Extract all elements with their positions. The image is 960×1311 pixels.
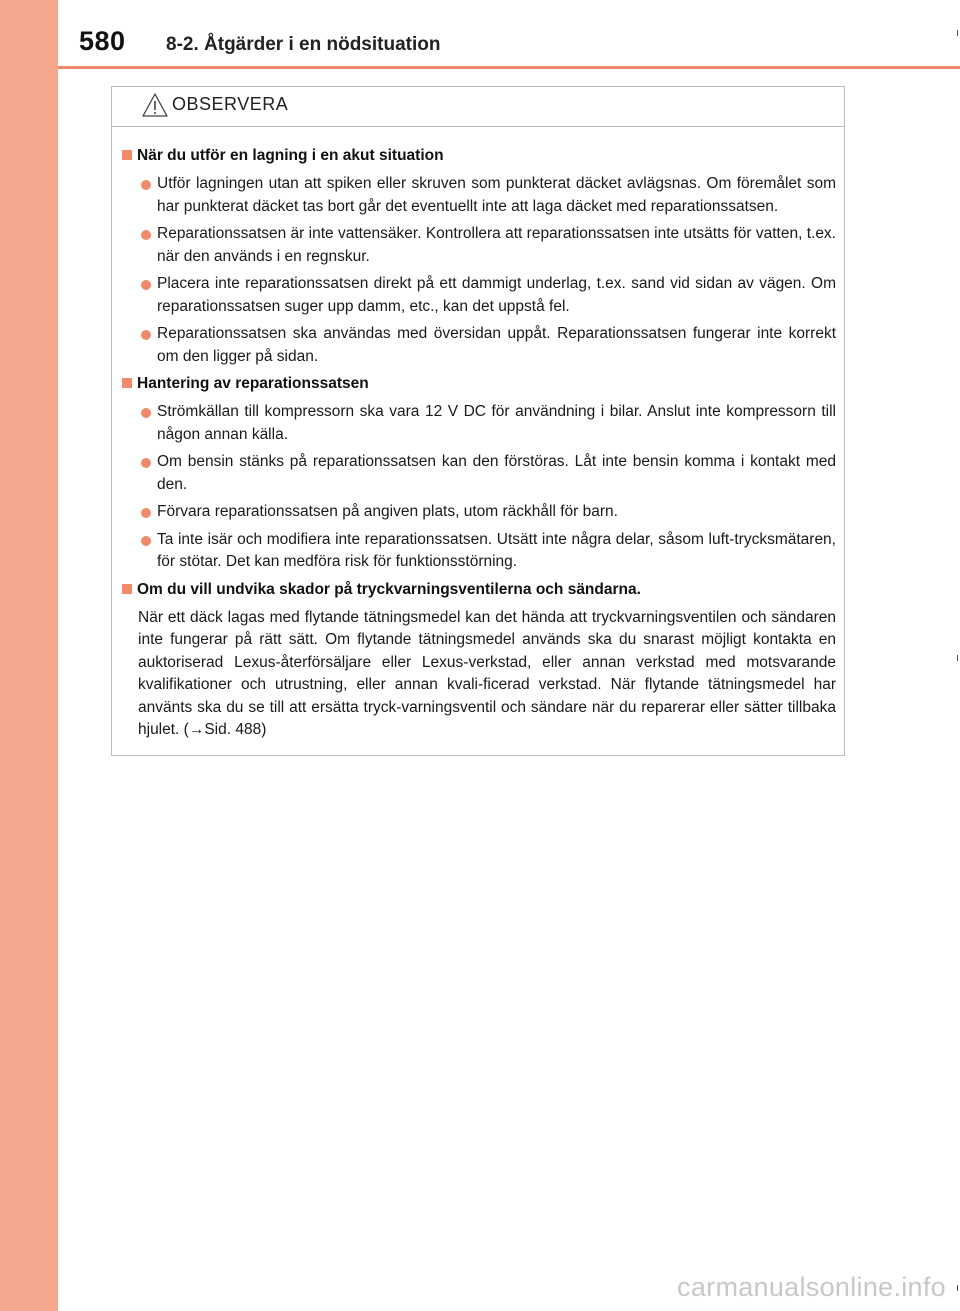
round-bullet-icon [141,508,151,518]
round-bullet-icon [141,230,151,240]
caution-box [111,86,845,756]
round-bullet-icon [141,330,151,340]
page-header [58,0,960,68]
bullet-item: Placera inte reparationssatsen direkt på ett dammigt underlag, t.ex. sand vid sidan av vägen. Om reparationssatsen suger upp damm, etc., kan det uppstå fel. [122,273,836,318]
round-bullet-icon [141,458,151,468]
body-paragraph: När ett däck lagas med flytande tätningsmedel kan det hända att tryckvarningsventilen och sändaren inte fungerar på rätt sätt. Om flytande tätningsmedel används ska du snarast möjligt kontakta en auktoriserad Lexus-återförsäljare eller Lexus-verkstad, eller annan verkstad med motsvarande kvalifikationer och utrustning, eller annan kvali-ficerad verkstad. När flytande tätningsmedel har använts ska du se till att ersätta tryck-varningsventil och sändare när du reparerar eller sätter tillbaka hjulet. (→Sid. 488) [138,608,836,738]
square-bullet-icon [122,584,132,594]
side-color-strip [0,0,58,1311]
bullet-item: Utför lagningen utan att spiken eller skruven som punkterat däcket avlägsnas. Om föremålet som har punkterat däcket tas bort går det eventuellt inte att laga däcket med reparationssatsen. [122,173,836,218]
bullet-item: Strömkällan till kompressorn ska vara 12 V DC för användning i bilar. Anslut inte kompressorn till någon annan källa. [122,401,836,446]
bullet-item: Reparationssatsen är inte vattensäker. Kontrollera att reparationssatsen inte utsätts för vatten, t.ex. när den används i en regnskur. [122,223,836,268]
caution-body [112,127,844,742]
watermark: carmanualsonline.info [677,1272,946,1302]
round-bullet-icon [141,280,151,290]
crop-mark [957,1285,958,1291]
bullet-item: Reparationssatsen ska användas med översidan uppåt. Reparationssatsen fungerar inte korrekt om den ligger på sidan. [122,323,836,368]
section-heading: Hantering av reparationssatsen [122,373,836,395]
bullet-item: Om bensin stänks på reparationssatsen kan den förstöras. Låt inte bensin komma i kontakt med den. [122,451,836,496]
crop-mark [957,30,958,36]
section-title: 8-2. Åtgärder i en nödsituation [166,34,441,55]
caution-header [112,87,844,127]
page-number: 580 [79,26,126,56]
bullet-item: Ta inte isär och modifiera inte reparationssatsen. Utsätt inte några delar, såsom luft-trycksmätaren, för stötar. Det kan medföra risk för funktionsstörning. [122,529,836,574]
square-bullet-icon [122,378,132,388]
round-bullet-icon [141,536,151,546]
section-heading: Om du vill undvika skador på tryckvarningsventilerna och sändarna. [122,579,836,601]
round-bullet-icon [141,180,151,190]
caution-title: OBSERVERA [172,94,289,114]
square-bullet-icon [122,150,132,160]
section-heading: När du utför en lagning i en akut situation [122,145,836,167]
warning-triangle-icon [142,92,168,118]
header-rule [58,66,960,69]
crop-mark [957,655,958,661]
round-bullet-icon [141,408,151,418]
bullet-item: Förvara reparationssatsen på angiven plats, utom räckhåll för barn. [122,501,836,524]
